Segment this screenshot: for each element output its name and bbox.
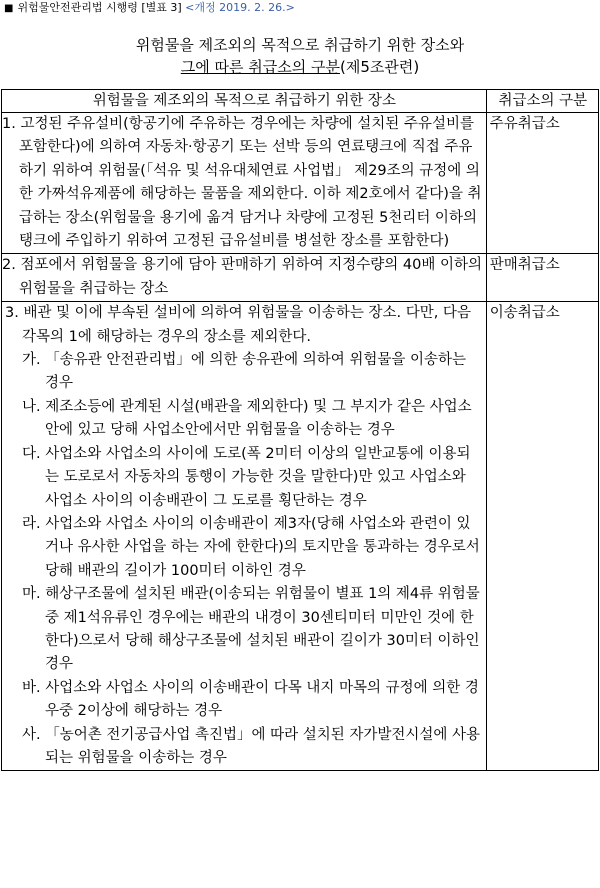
place-cell: 1. 고정된 주유설비(항공기에 주유하는 경우에는 차량에 설치된 주유설비를 포함한다)에 의하여 자동차·항공기 또는 선박 등의 연료탱크에 직접 주유하기 위하여 위험물(「석유 및 석유대체연료 사업법」 제29조의 규정에 의한 가짜석유제품에 해당하는 물품을 제외한다. 이하 제2호에서 같다)을 취급하는 장소(위험물을 용기에 옮겨 담거나 차량에 고정된 5천리터 이하의 탱크에 주입하기 위하여 고정된 급유설비를 병설한 장소를 포함한다) (2, 113, 487, 254)
column-header-place: 위험물을 제조외의 목적으로 취급하기 위한 장소 (2, 90, 487, 113)
title-article-ref: (제5조관련) (340, 58, 420, 76)
title-line-2 (0, 56, 600, 77)
document-header (4, 0, 295, 16)
exception-item: 가. 「송유관 안전관리법」에 의한 송유관에 의하여 위험물을 이송하는 경우 (22, 352, 467, 392)
exception-item: 나. 제조소등에 관계된 시설(배관을 제외한다) 및 그 부지가 같은 사업소안에 있고 당해 사업소안에서만 위험물을 이송하는 경우 (22, 398, 472, 439)
title-line-1: 위험물을 제조외의 목적으로 취급하기 위한 장소와 (135, 36, 465, 54)
place-cell: 2. 점포에서 위험물을 용기에 담아 판매하기 위하여 지정수량의 40배 이하의 위험물을 취급하는 장소 (2, 254, 487, 302)
square-bullet-icon: ■ (4, 3, 14, 14)
type-cell: 이송취급소 (486, 302, 598, 771)
table-row (2, 254, 599, 302)
type-cell: 주유취급소 (486, 113, 598, 254)
place-cell (2, 302, 487, 771)
revision-date: <개정 2019. 2. 26.> (185, 1, 295, 14)
table-row (2, 113, 599, 254)
place-main-text: 3. 배관 및 이에 부속된 설비에 의하여 위험물을 이송하는 장소. 다만, 다음 각목의 1에 해당하는 경우의 장소를 제외한다. (5, 305, 471, 345)
table-row (2, 302, 599, 771)
exception-item: 다. 사업소와 사업소의 사이에 도로(폭 2미터 이상의 일반교통에 이용되는 도로로서 자동차의 통행이 가능한 것을 말한다)만 있고 사업소와 사업소 사이의 이송배관이 그 도로를 횡단하는 경우 (22, 445, 471, 509)
type-cell: 판매취급소 (486, 254, 598, 302)
exception-item: 바. 사업소와 사업소 사이의 이송배관이 다목 내지 마목의 규정에 의한 경우중 2이상에 해당하는 경우 (22, 679, 479, 720)
title-underlined: 그에 따른 취급소의 구분 (180, 58, 340, 76)
table-header-row (2, 90, 599, 113)
column-header-type: 취급소의 구분 (486, 90, 598, 113)
exception-item: 라. 사업소와 사업소 사이의 이송배관이 제3자(당해 사업소와 관련이 있거나 유사한 사업을 하는 자에 한한다)의 토지만을 통과하는 경우로서 당해 배관의 길이가 100미터 이하인 경우 (22, 515, 480, 579)
law-reference: 위험물안전관리법 시행령 [별표 3] (17, 1, 182, 14)
exception-item: 마. 해상구조물에 설치된 배관(이송되는 위험물이 별표 1의 제4류 위험물중 제1석유류인 경우에는 배관의 내경이 30센티미터 미만인 것에 한한다)으로서 당해 해상구조물에 설치된 배관이 길이가 30미터 이하인 경우 (22, 586, 480, 673)
exception-item: 사. 「농어촌 전기공급사업 촉진법」에 따라 설치된 자가발전시설에 사용되는 위험물을 이송하는 경우 (22, 726, 481, 766)
classification-table (1, 89, 599, 771)
